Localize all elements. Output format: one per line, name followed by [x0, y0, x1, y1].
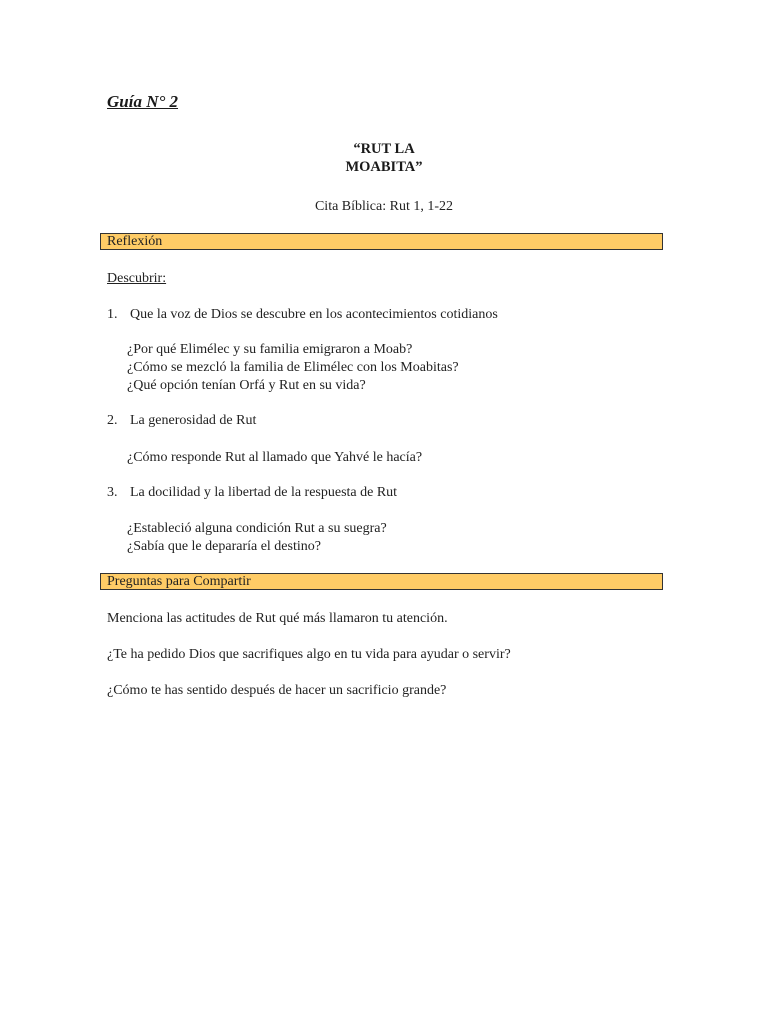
- guide-number-title: Guía N° 2: [107, 92, 179, 111]
- list-item-number: 3.: [107, 485, 118, 500]
- list-item-number: 1.: [107, 307, 118, 322]
- list-item-text: Que la voz de Dios se descubre en los acontecimientos cotidianos: [130, 307, 498, 322]
- document-title: [0, 140, 768, 176]
- list-item-text: La generosidad de Rut: [130, 413, 257, 428]
- bible-citation: Cita Bíblica: Rut 1, 1-22: [314, 199, 454, 214]
- question-item: ¿Cómo se mezcló la familia de Elimélec con los Moabitas?: [127, 360, 459, 375]
- share-question: Menciona las actitudes de Rut qué más llamaron tu atención.: [107, 611, 448, 626]
- title-line-1: “RUT LA: [353, 141, 415, 157]
- list-item-number: 2.: [107, 413, 118, 428]
- share-question: ¿Cómo te has sentido después de hacer un sacrificio grande?: [107, 683, 447, 698]
- question-item: ¿Por qué Elimélec y su familia emigraron a Moab?: [127, 342, 413, 357]
- discover-label: Descubrir:: [107, 271, 167, 286]
- section-heading-share: Preguntas para Compartir: [100, 573, 663, 590]
- question-item: ¿Sabía que le depararía el destino?: [127, 539, 321, 554]
- share-question: ¿Te ha pedido Dios que sacrifiques algo en tu vida para ayudar o servir?: [107, 647, 511, 662]
- question-item: ¿Estableció alguna condición Rut a su suegra?: [127, 521, 387, 536]
- section-heading-reflection: Reflexión: [100, 233, 663, 250]
- question-item: ¿Qué opción tenían Orfá y Rut en su vida?: [127, 378, 366, 393]
- question-item: ¿Cómo responde Rut al llamado que Yahvé le hacía?: [127, 450, 423, 465]
- title-line-2: MOABITA”: [345, 159, 423, 175]
- list-item-text: La docilidad y la libertad de la respuesta de Rut: [130, 485, 398, 500]
